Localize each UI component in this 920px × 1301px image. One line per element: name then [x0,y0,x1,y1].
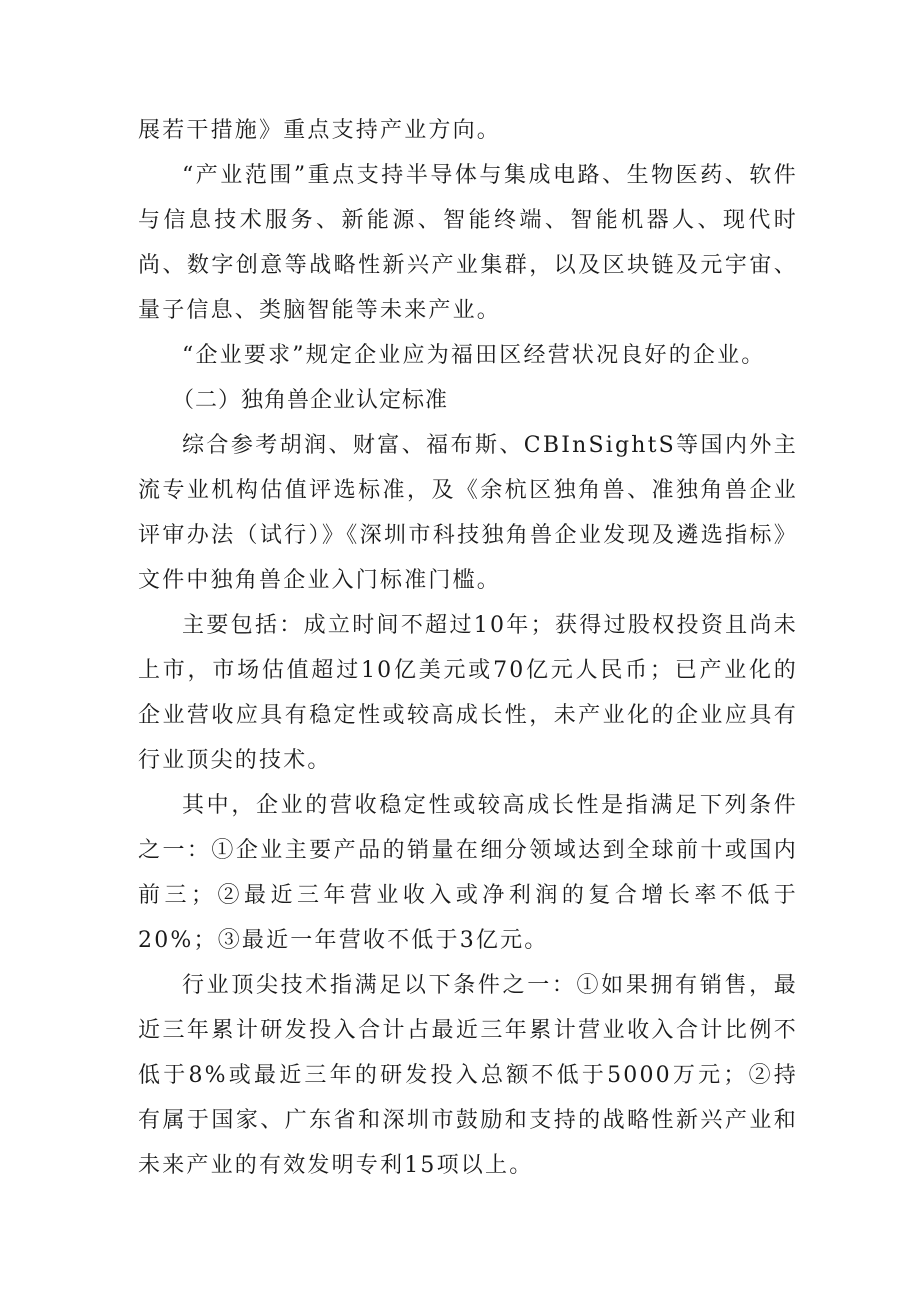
document-body [138,108,798,1188]
paragraph-revenue-growth: 其中，企业的营收稳定性或较高成长性是指满足下列条件之一：①企业主要产品的销量在细分领域达到全球前十或国内前三；②最近三年营业收入或净利润的复合增长率不低于20%；③最近一年营收不低于3亿元。 [138,793,798,953]
paragraph-main-criteria: 主要包括：成立时间不超过10年；获得过股权投资且尚未上市，市场估值超过10亿美元或70亿元人民币；已产业化的企业营收应具有稳定性或较高成长性，未产业化的企业应具有行业顶尖的技术。 [138,613,798,773]
paragraph-enterprise-requirement: “企业要求”规定企业应为福田区经营状况良好的企业。 [182,343,766,368]
paragraph-reference-standards: 综合参考胡润、财富、福布斯、CBInSightS等国内外主流专业机构估值评选标准，及《余杭区独角兽、准独角兽企业评审办法（试行）》《深圳市科技独角兽企业发现及遴选指标》文件中独角兽企业入门标准门槛。 [138,433,798,593]
paragraph-top-technology: 行业顶尖技术指满足以下条件之一：①如果拥有销售，最近三年累计研发投入合计占最近三年累计营业收入合计比例不低于8%或最近三年的研发投入总额不低于5000万元；②持有属于国家、广东省和深圳市鼓励和支持的战略性新兴产业和未来产业的有效发明专利15项以上。 [138,973,798,1178]
paragraph-support-direction: 展若干措施》重点支持产业方向。 [138,118,502,143]
section-heading-unicorn-criteria: （二）独角兽企业认定标准 [172,388,449,413]
paragraph-industry-scope: “产业范围”重点支持半导体与集成电路、生物医药、软件与信息技术服务、新能源、智能终端、智能机器人、现代时尚、数字创意等战略性新兴产业集群，以及区块链及元宇宙、量子信息、类脑智能等未来产业。 [138,163,798,323]
